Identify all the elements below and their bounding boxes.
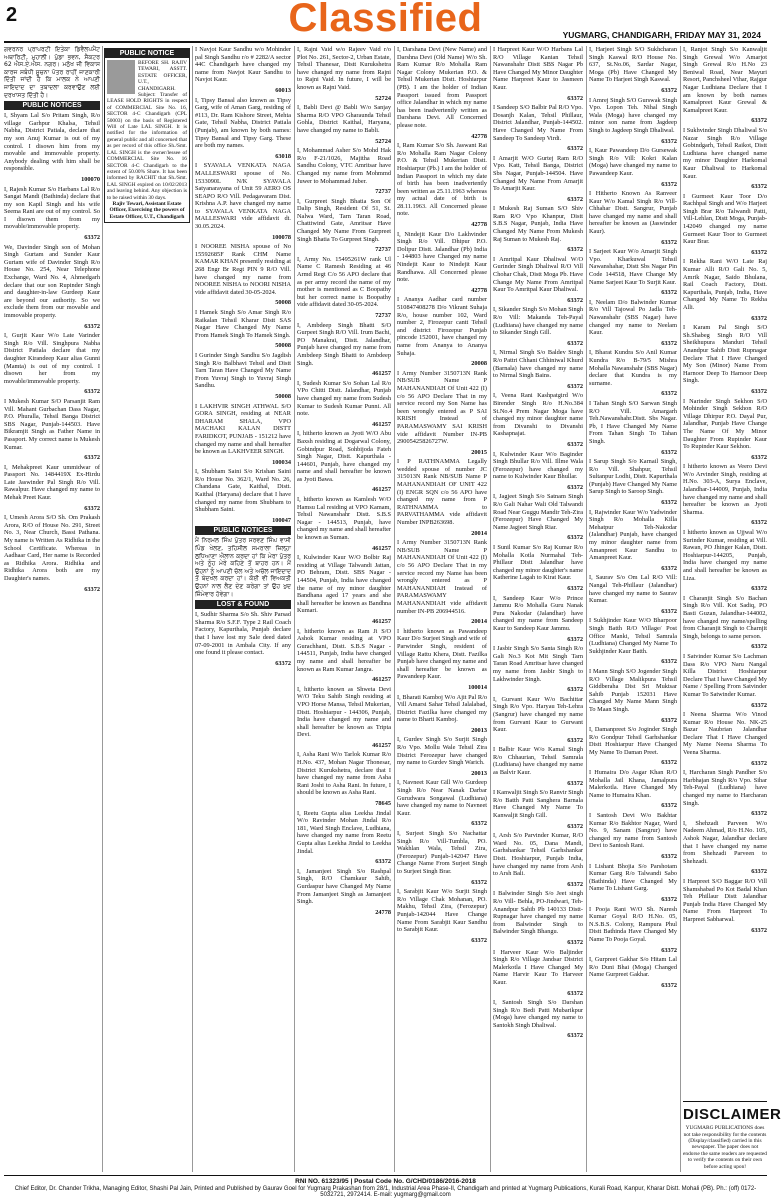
ad-number: 63372 (471, 936, 487, 944)
column-divider (586, 46, 587, 1172)
classified-ad-text: I, Sikander Singh S/o Mohan Singh R/o Vill: Makanda Teh-Payal (Ludhiana) have changed my name to Sikander Singh Gill. (493, 306, 583, 337)
ad-number: 50008 (275, 342, 291, 350)
classified-ad-text: I, Surjeet Singh S/o Nachattar Singh R/o Vill-Tumbla, PO. Wakhlan Wala, Tehsil Zira, (Ferozepur) Punjab-142047 Have Change Name From Surjeet Singh to Surjeet Singh Brar. (397, 830, 487, 875)
classified-ad-text: I, hitherto known as Kamlesh W/O Hamsu Lal residing at VPO Kamam, Tehsil Nawanshahr Distt. S.B.S Nagar - 144513, Punjab, have changed my name and shall hereafter be known as Suman. (297, 496, 391, 542)
ad-number: 78645 (375, 800, 391, 808)
classified-ad-text: I Mukesh Raj Suman S/O Shiv Ram R/O Vpo Khanpur, Distt S.B.S Nagar, Punjab, India Have Changed My Name From Mukesh Raj Suman to Mukesh Raj. (493, 205, 583, 243)
classified-ad-text: I Ananya Aadhar card number 510847408278 D/o Vikrant Suhaja R/o, house number 102, Ward number 2, Firozepur cantt Tehsil and district Firozepur Punjab pincode 152001, have changed my name from Ananya to Ananya Suhaja. (397, 296, 487, 357)
column-3 (297, 46, 391, 1172)
ad-number: 52724 (375, 137, 391, 145)
classified-ad-text: I Balbir Kaur W/o Kamal Singh R/o Chhaurian, Tehsil Samrala (Ludhiana) have changed my name as Balvir Kaur. (493, 746, 583, 777)
classified-ad-text: I Amarjit W/O Gurtej Ram R/O Vpo. Katt, Tehsil Banga, District Sbs Nagar, Punjab-144504. Have Changed My Name From Amarjit To Amarjit Kaur. (493, 154, 583, 193)
classified-ad-text: I, Gurpreet Gakhar S/o Hitam Lal R/o Duni Bhai (Moga) Changed Name Gurpreet Gakhar. (589, 956, 677, 979)
classified-ad-text: I hitherto known as Veero Devi W/o Arvinder Singh, residing at H.No. 303-A, Surya Enclave, Jalandhar-144009, Punjab, India have changed my name and shall hereafter be known as Jyoti Sharma. (683, 463, 767, 516)
classified-ad-text: I, Gurpreet Singh Bhatia Son Of Dalip Singh, Resident Of 51, St. Nalwa Ward, Tarn Taran Road, Chattiwind Gate, Amritsar Have Changed My Name From Gurpreet Singh Bhatia To Gurpreet Singh. (297, 197, 391, 243)
column-divider (490, 46, 491, 1172)
ad-number: 63372 (751, 387, 767, 395)
classified-ad-text: I Tahan Singh S/O Sarwan Singh R/O Vill. Amargarh Teh.Nawanshahr.Distt. Sbs Nagar. Pb, I Have Changed My Name From Tahan Singh To Tahan Singh. (589, 399, 677, 445)
ad-number: 461257 (372, 617, 391, 625)
classified-ad-text: I, Mehakpreet Kaur ummidwar of Passport No. 1484419X Ex-Hirdu Late Jaswinder Pal Singh R/o Vill. Rawalpur. Have changed my name to Mehak Preet Kaur. (4, 463, 100, 502)
ad-number: 63372 (567, 94, 583, 102)
column-4-ads (397, 46, 487, 944)
disclaimer-box (683, 1101, 781, 1170)
classified-ad-text: I, Gurjit Kaur W/o Late Varinder Singh R/o Vill. Singhpura Nabha District Patiala declare that my daughter Kirandeep Kaur alias Gunni (Mamta) is out of my control. I disown her from my movable/immovable property. (4, 332, 100, 385)
classified-ad-text: I, Sandeep Kaur W/o Prince Jammu R/o Mohalla Guru Nanak Pura Nakodar (Jalandhar) have changed my name from Sandeep Kaur to Sandeep Kaur Jammu. (493, 594, 583, 632)
ad-number: 100014 (468, 683, 487, 691)
classified-ad-text: I hitherto known as Ujjwal W/o Surinder Kumar, residing at Vill. Rawan, PO Jhinger Kalan, Distt. Hoshiarpur-144205, Punjab, India have changed my name and shall hereafter be known as Liza. (683, 529, 767, 582)
classified-ad-text: I, Darshana Devi (New Name) and Darshna Devi (Old Name) W/o Sh. Ram Kumar R/o Mohalla Ram Nagar Colony Mukerian P.O. & Tehsil Mukerian Distt. Hoshiarpur (PB). I am the holder of Indian Passport issued from Passport office Jalandhar in which my name has been inadvertently written as Darshana Devi. All Concerned please note. (397, 46, 487, 129)
classified-ad-text: I Sukhjinder Kaur W/O Bharpoor Singh Batth R/O Village/ Post Office Manki, Tehsil Samrala (Ludhiana) Changed My Name To Sukhjinder Kaur Batth. (589, 617, 677, 655)
classified-ad-text: I Rekha Rani W/O Late Raj Kumar Alli R/O Gali No. 5, Amrik Nagar, Saido Bhulana, Rail Coach Factory, Distt. Kapurthala, Punjab, India, Have Changed My Name To Rekha Alli. (683, 258, 767, 311)
classified-ad-text: I, Shehzadi Parveen W/o Nadeem Ahmad, R/o H.No. 105, Ashok Nagar, Jalandhar declare that I have changed my name from Shehzadi Parveen to Shehzadi. (683, 819, 767, 865)
public-notices-heading-2: PUBLIC NOTICES (195, 526, 291, 535)
ad-number: 63372 (275, 659, 291, 667)
ad-number: 63372 (751, 453, 767, 461)
ad-number: 63372 (751, 643, 767, 651)
column-1 (4, 46, 100, 1172)
public-notice-signature: Rajiv Tewari, Assistant Estate Officer, Exercising the powers of Estate Officer, U.T., Chandigarh (109, 200, 185, 220)
ad-number: 63372 (567, 296, 583, 304)
public-notice-box (104, 48, 190, 223)
classified-ad-text: I Santosh Devi W/o Bakhtar Kumar R/o Bakhtor Nagar, Ward No. 9, Sanam (Sangrur) have changed my name from Santosh Devi to Santosh Rani. (589, 812, 677, 850)
ad-number: 63372 (661, 895, 677, 903)
ad-number: 52724 (375, 94, 391, 102)
punjabi-notice-2: ਮੈਂ ਨਿਰਮਲ ਸਿੰਘ ਪੁੱਤਰ ਸਰਵਣ ਸਿੰਘ ਵਾਸੀ ਪਿੰਡ ਖੇਲਣ, ਤਹਿਸੀਲ ਸਮਰਾਲਾ ਜ਼ਿਲ੍ਹਾ ਲੁਧਿਆਣਾ ਐਲਾਨ ਕਰਦਾ ਹਾਂ ਕਿ ਮੇਰਾ ਪੁੱਤਰ ਅਤੇ ਨੂੰਹ ਮੇਰੇ ਕਹਿਣੇ ਤੋਂ ਬਾਹਰ ਹਨ। ਮੈਂ ਉਹਨਾਂ ਨੂੰ ਆਪਣੀ ਚੱਲ ਅਤੇ ਅਚੱਲ ਜਾਇਦਾਦ ਤੋਂ ਬੇਦਖਲ ਕਰਦਾ ਹਾਂ। ਕੋਈ ਵੀ ਵਿਅਕਤੀ ਉਹਨਾਂ ਨਾਲ ਲੈਣ ਦੇਣ ਕਰੇਗਾ ਤਾਂ ਉਹ ਖੁਦ ਜ਼ਿੰਮੇਵਾਰ ਹੋਵੇਗਾ। (195, 537, 291, 598)
classified-ad-text: I, Ambdeep Singh Bhatti S/O Gurpeet Singh R/O Vill. Irum Bachi, PO Manakrai, Distt. Jalandhar, Punjab have changed my name from Ambdeep Singh Bhatti to Ambdeep Singh. (297, 321, 391, 367)
classified-ad-text: I Balwinder Singh S/o Jeet singh R/o Vill- Behla, PO-Jindwari, Teh- Anandpur Sahib Pb 140133 Distt- Rupnagar have changed my name from Balwinder Singh to Balwinder Singh Bhangu. (493, 890, 583, 936)
classified-ad-text: I Hitherto Known As Ranveer Kaur W/o Kamal Singh R/o Vill-Chhahar Distt. Sangrur, Punjab have changed my name and shall hereafter be known as (Jaswinder Kaur). (589, 190, 677, 236)
ad-number: 63372 (84, 322, 100, 330)
classified-ad-text: I Humaira D/o Asgar Khan R/O Mohalla Jail Khana, Jamalpura Malerkotla. Have Changed My Name to Humaira Khan. (589, 769, 677, 799)
classified-ad-text: I Sarjeet Kaur W/o Amarjit Singh Vpo. Kharkuwal Tehsil Nawanshahar, Distt Sbs Nagar Pin Code 144518, Have Change My Name Sarjeet Kaur To Surjit Kaur. (589, 248, 677, 286)
ad-number: 60013 (275, 86, 291, 94)
classified-ad-text: I, Gurvant Kaur W/o Bachittar Singh R/o Vpo. Haryau Teh-Lehra (Sangrur) have changed my name from Gurvant Kaur to Gurwant Kaur. (493, 695, 583, 734)
column-3-ads (297, 46, 391, 916)
classified-ad-text: I Satvinder Kumar S/o Lachman Dass R/o VPO Naru Nangal Killa District Hoshiarpur Declare That I have Changed My Name / Spelling From Satvinder Kumar To Satwinder Kumar. (683, 652, 767, 698)
ad-number: 63372 (661, 238, 677, 246)
ad-number: 63372 (84, 454, 100, 462)
classified-ad-text: I, Rajni Vaid w/o Rajeev Vaid r/o Plot No. 261, Sector-2, Urban Estate, Tehsil Thanesar, Distt Kurukshetra have changed my name from Rajni to Rajni Vaid. In future, I will be known as Rajni Vaid. (297, 46, 391, 91)
punjabi-notice: ਗਵਰਨਰ ਪ੍ਰਾਪਰਟੀ ਇਤੇਕਾ ਡਿਵੈਲਪਮੈਂਟ ਅਥਾਰਿਟੀ, ਮੁਹਾਲੀ। ਪੁੱਡਾ ਭਵਨ, ਸੈਕਟਰ 62 ਐਸ.ਏ.ਐਸ. ਨਗਰ। ਮਨੁੱਖ ਜੀ ਵਿਕਾਸ ਕਾਰਜ ਸਬੰਧੀ ਸੂਚਨਾ ਪੱਤਰ ਰਾਹੀਂ ਜਾਣਕਾਰੀ ਦਿੱਤੀ ਜਾਂਦੀ ਹੈ ਕਿ ਮਾਲਕ ਨੇ ਆਪਣੀ ਜਾਇਦਾਦ ਦਾ ਤਬਾਦਲਾ ਕਰਵਾਉਣ ਲਈ ਦਰਖਾਸਤ ਦਿੱਤੀ ਹੈ। (4, 46, 100, 99)
disclaimer-text: YUGMARG PUBLICATIONS does not take responsibility for the contents (Display/classified) carried in this newspaper. The paper does not endorse the same readers are requested to verify the contents on their own before acting upon! (683, 1125, 767, 1170)
ad-number: 50008 (275, 392, 291, 400)
column-7 (683, 46, 781, 1172)
classified-ad-text: I, Shubham Saini S/o Krishan Saini R/o House No. 362/1, Ward No. 26, Chandana Gate, Kaithal, Distt. Kaithal (Haryana) declare that I have changed my name from Shubham to Shubham Saini. (195, 468, 291, 514)
public-notice-heading: PUBLIC NOTICE (105, 49, 189, 58)
classified-ad-text: I, Reetu Gupta alias Leekha Jindal W/o Ravinder Mohan Jindal R/o 181, Ward Singh Enclave, Ludhiana, have changed my name from Reetu Gupta alias Leekha Jindal to Leekha Jindal. (297, 809, 391, 855)
classified-ad-text: I hitherto known as Pawandeep Kaur D/o Surjeet Singh and wife of Parwinder Singh, resident of Village Rattu Khera, Distt. Fazilka Punjab have changed my name and shall hereafter be known as Pawandeep Kaur. (397, 627, 487, 681)
column-divider (102, 46, 103, 1172)
ad-number: 63372 (84, 504, 100, 512)
ad-number: 63372 (567, 686, 583, 694)
lost-found-text: I, Sudhir Sharma S/o Sh. Shiv Parsad Sharma R/o S.F.F. Type 2 Rail Coach Factory, Kapurthala, Punjab declare that I have lost my Sale deed dated 07-09-2001 in Ambala City. If any one found it please contact. (195, 611, 291, 657)
column-5 (493, 46, 583, 1172)
classified-ad-text: I, Sarabjit Kaur W/o Surjit Singh R/o Village Chak Mohanan, PO. Makhu, Tehsil Zira, (Ferozepur) Punjab-142044 Have Change Name From Sarabjit Kaur Sandhu to Sarabjit Kaur. (397, 888, 487, 934)
ad-number: 20014 (471, 529, 487, 537)
classified-ad-text: I Amrej Singh S/O Gurswak Singh Vpo. Lopon Teh. Nihal Singh Wala (Moga) have changed my minor son name from Jagdeep Singh to Jagdeep Singh Dhaliwal. (589, 96, 677, 134)
classified-ad-text: I Pooja Rani W/O Sh. Naresh Kumar Goyal R/O H.No. 05, N.S.B.S. Colony, Rampura Phul Distt Bathinda Have Changed My Name To Pooja Goyal. (589, 905, 677, 943)
ad-number: 63372 (567, 145, 583, 153)
edition-line: YUGMARG, CHANDIGARH, FRIDAY MAY 31, 2024 (562, 30, 761, 40)
classified-ad-text: I, hitherto known as Shweta Devi W/O Teku Sahib Singh residing at VPO Horse Mansa, Tehsil Mukerian, Distt. Hoshiarpur - 144306, Punjab, India have changed my name and shall hereafter be known as Tripta Devi. (297, 685, 391, 739)
ad-number: 63372 (661, 564, 677, 572)
classified-ad-text: I, Kulwinder Kaur W/o Baginder Singh Bhullar R/o Vill. Illme Wala (Ferozepur) have changed my name to Kulwinder Kaur Bhullar. (493, 450, 583, 481)
ad-number: 50008 (275, 299, 291, 307)
classified-ad-text: I Sandeep S/O Balbir Pal R/O Vpo. Dosanjh Kalan, Tehsil Phillaur, District Jalandhar, Punjab-144502. Have Changed My Name From Sandeep To Sandeep Virdi. (493, 104, 583, 142)
ad-number: 63372 (567, 339, 583, 347)
classified-ad-text: I Harveer Kaur W/o Baljinder Singh R/o Village Jandsar District Malerkotla I Have Changed My Name Harvir Kaur To Harveer Kaur. (493, 948, 583, 986)
classified-ad-text: I, Jagjeet Singh S/o Satnam Singh R/o Gali Nahar Wali Old Talwandi Road Near Guggu Mandir Teh-Zira (Ferozepur) Have Changed My Name Jagjeet Singh Riar. (493, 493, 583, 531)
classified-ad-text: I Lishant Bhojia S/o Parshotam Kumar Garg R/o Talwandi Sabo (Bathinda) Have Changed My Name To Lishant Garg. (589, 862, 677, 893)
classified-ad-text: I, Rajwinder Kaur W/o Yadwinder Singh R/o Mohalla Killa Mehatpur Teh-Nakodar (Jalandhar) Punjab, have changed my minor daughter name from Amanpreet Kaur Sandhu to Amanpreet Kaur. (589, 508, 677, 562)
ad-number: 63372 (84, 388, 100, 396)
classified-ad-text: I, Babli Devi @ Babli W/o Sanjay Sharma R/O VPO Gharaunda Tehsil Gohla, District Kaithal, Haryana, have changed my name to Babli. (297, 104, 391, 134)
ad-number: 63372 (567, 635, 583, 643)
ad-number: 461257 (372, 741, 391, 749)
public-notice-box-column (104, 46, 190, 1172)
ad-number: 63372 (661, 137, 677, 145)
ad-number: 42778 (471, 132, 487, 140)
ad-number: 42778 (471, 286, 487, 294)
ad-number: 63372 (471, 820, 487, 828)
classified-ad-text: I Army Number 3150713N Rank NB/SUB Name P MAHANANDIAH Of Unit 422 (I) c/o 56 APO Declare That in my service record my Son Name has been wrongly entered as P SAI KRISH Instead of PARAMASWAMY SAI KRISH vide affidavit Number IN-PB 29005425826727W. (397, 369, 487, 446)
ad-number: 63372 (567, 989, 583, 997)
classified-ad-text: I, Bharat Kundra S/o Anil Kumar Kundra R/o B-79/5 Mishra Mohalla Nawanshahr (SBS Nagar) declare that Kundra is my surname. (589, 349, 677, 387)
ad-number: 63372 (751, 701, 767, 709)
credits-line: Chief Editor, Dr. Chander Trikha, Managing Editor, Shashi Pal Jain, Printed and Published by Gaurav Goel for Yugmarg Prakashan from 28/1, Industrial Area Phase-II, Chandigarh and printed at Yugmarg Publications, Kurali Road, Kanpur, Kharar Distt. Mohali (PB). Ph.: (off) 0172-5032721, 2972414. E-mail: yugmarg@gmail.com (14, 1186, 757, 1198)
ad-number: 20013 (471, 726, 487, 734)
classified-ad-text: I Hamek Singh S/o Amar Singh R/o Raikalan Tehsil Kharar Distt SAS Nagar Have Changed My Name From Hamek Singh To Hamek Singh. (195, 309, 291, 339)
column-divider (680, 46, 681, 1172)
masthead-title: Classified (288, 0, 483, 40)
ad-number: 20008 (471, 360, 487, 368)
ad-number: 63372 (661, 339, 677, 347)
classified-ad-text: I Sunil Kumar S/o Raj Kumar R/o Mohalla Kotla Nurmahal Teh-Phillaur Distt Jalandhar have changed my minor daughter's name Katherine Lagah to Kirat Kaur. (493, 544, 583, 582)
ad-number: 63018 (275, 152, 291, 160)
classified-ad-text: I Narinder Singh Sekhon S/O Mohinder Singh Sekhon R/O Village Dhirpur P.O. Dayal Pur, Jalandhar, Punjab Have Change The Name Of My Minor Daughter From Rupinder Kaur To Rupinder Kaur Sekhon. (683, 397, 767, 451)
ad-number: 63372 (567, 246, 583, 254)
ad-number: 63372 (751, 926, 767, 934)
classified-ad-text: I Kanwaljit Singh S/o Ranvir Singh R/o Batth Patti Sanghera Barnala Have Changed My Name To Kanwaljit Singh Gill. (493, 789, 583, 820)
ad-number: 63372 (567, 440, 583, 448)
ad-number: 63372 (661, 716, 677, 724)
classified-ad-text: I, Sudesh Kumar S/o Sohan Lal R/o VPo Chitti Distt. Jalandhar, Punjab have changed my name from Sudesh Kumar to Sudesh Kumar Punni. All note. (297, 379, 391, 418)
ad-number: 63372 (567, 880, 583, 888)
ad-number: 100034 (272, 458, 291, 466)
ad-number: 63372 (751, 868, 767, 876)
ad-number: 63372 (661, 658, 677, 666)
classified-ad-text: I, Neelam D/o Balwinder Kumar R/o Vill Tajowal Po Jadla Teh-Nawanshahr (SBS Nagar) have changed my name to Neelam Kaur. (589, 298, 677, 337)
classified-ad-text: I Mukesh Kumar S/O Parsanjit Ram Vill. Mahant Gurbachan Dass Nagar, P.O. Phuralla, Tehsil Banga District SBS Nagar, Punjab-144503. Have Bikramjit Singh as Father Name in Passport. My correct name is Mukesh Kumar. (4, 397, 100, 451)
ad-number: 63372 (661, 607, 677, 615)
classified-ad-text: I P RATHNAMMA Legally wedded spouse of number JC 315013N Rank NB/SUB Name P MAHANANDIAH OF UNIT 422 (I) ENGR SQN c/o 56 APO have changed my name from P RATHNAMMA to PARVATHAMMA vide affidavit Number INPB263698. (397, 458, 487, 527)
ad-number: 63372 (567, 938, 583, 946)
ad-number: 63372 (84, 234, 100, 242)
ad-number: 100070 (81, 175, 100, 183)
classified-ad-text: I Amritpal Kaur Dhaliwal W/O Gurinder Singh Dhaliwal R/O Vill Chohar Chak, Distt Moga Pb. Have Change My Name From Amritpal Kaur To Amritpal Kaur Dhaliwal. (493, 255, 583, 294)
classified-ad-text: I, Kaur Pawandeep D/o Gursewak Singh R/o Vill: Kokri Kalan (Moga) have changed my name to Pawandeep Kaur. (589, 147, 677, 177)
disclaimer-title: DISCLAIMER (683, 1106, 781, 1124)
ad-number: 63372 (751, 519, 767, 527)
ad-number: 63372 (751, 183, 767, 191)
lost-found-heading: LOST & FOUND (195, 600, 291, 609)
ad-number: 461257 (372, 420, 391, 428)
masthead-rule (4, 41, 767, 43)
classified-ad-text: I, Harcharan Singh Pandher S/o Harbhajan Singh R/o Vpo. Sihar Teh-Payal (Ludhiana) have changed my name to Harcharan Singh. (683, 769, 767, 807)
classified-ad-text: I, Santosh Singh S/o Darshan Singh R/o Bedi Patti Mubarikpur (Moga) have changed my name to Santokh Singh Dhaliwal. (493, 999, 583, 1029)
classified-ad-text: I, Gurdev Singh S/o Surjit Singh R/o Vpo. Mollu Wale Tehsil Zira District Ferozepur have changed my name to Gurdev Singh Warich. (397, 736, 487, 767)
rni-line: RNI NO. 61323/95 | Postal Code No. G/CHD/0186/2016-2018 (295, 1178, 476, 1185)
ad-number: 63372 (471, 878, 487, 886)
ad-number: 63372 (567, 585, 583, 592)
classified-ad-text: I, Jamanjeet Singh S/o Rashpal Singh, R/O Chamkaur Sahib, Gurdaspur have Changed My Name From Jamanjeet Singh as Jamanjeet Singh. (297, 867, 391, 906)
ad-number: 100047 (272, 516, 291, 524)
ad-number: 63372 (661, 946, 677, 954)
ad-number: 63372 (751, 810, 767, 818)
ad-number: 63372 (84, 585, 100, 593)
classified-ad-text: I LAKHVIR SINGH ATHWAL S/O GORA SINGH, residing at NEAR DHARAM SHALA, VPO MACHAKI KALAN DISTT FARIDKOT, PUNJAB - 151212 have changed my name and shall hereafter be known as LAKHVEER SINGH. (195, 402, 291, 456)
classified-ad-text: I SYAVALA VENKATA NAGA MALLESWARI spouse of No. 1533090L N/K SYAVALA Satyanarayana of Unit 59 AERO OS SEAPO R/O Vill. Pedagavaram Dist. Krishna A.P. have changed my name to SYAVALA VENKATA NAGA MALLESWARI vide affidavit dt. 30.05.2024. (195, 162, 291, 231)
classified-ad-text: We, Davinder Singh son of Mohan Singh Gurtam and Sunder Kaur Gurtam wife of Davinder Singh R/o House No. 254, Near Telephone Exchange, Ward No. 4, Ahmedgarh declare that our son Rupinder Singh and daughter-in-law Gurdeep Kaur are beyond our authority. So we exclude them from our movable and immovable property. (4, 243, 100, 319)
ad-number: 24778 (375, 908, 391, 916)
classified-ad-text: I Charanjit Singh S/o Bachan Singh R/o Vill. Kot Sadiq, PO Basti Guzan, Jalandhar-144002, have changed my name/spelling from Charanjit Singh to Charnjit Singh, belongs to same person. (683, 594, 767, 640)
column-6 (589, 46, 677, 1172)
classified-ad-text: I, Ranjot Singh S/o Kanwaljit Singh Grewal W/o Amarjot Singh Grewal R/o H.No 23 Beniwal Road, Near Mayuri Resort, Panchsheel Vihar, Rajgur Nagar Ludhiana Declare that I am known by both names Kamalpreet Kaur Grewal & Kamalpreet Kaur. (683, 46, 767, 114)
classified-ad-text: I Harpreet Kaur W/O Harbans Lal R/O Village Kanian Tehsil Nawanshahr Distt SBS Nagar Pb Have Changed My Minor Daughter Name Harpreet Kaur to Jasmeen Kaur. (493, 46, 583, 91)
ad-number: 63372 (567, 779, 583, 787)
ad-number: 63372 (661, 86, 677, 94)
page-number: 2 (6, 4, 18, 26)
ad-number: 72737 (375, 188, 391, 196)
classified-ad-text: I Neena Sharma W/o Vinod Kumar R/o House No. NK-25 Bazar Naubrian Jalandhar Declare That I Have Changed My Name Neena Sharma To Veena Sharma. (683, 711, 767, 757)
classified-ad-text: I, Saurav S/o Om Lal R/O Vill: Nangal Teh-Phillaur (Jalandhar) have changed my name to Saurav Kumar. (589, 574, 677, 605)
ad-number: 63372 (751, 248, 767, 256)
classified-ad-text: I, Mohammad Asher S/o Mohd Hak R/o F-21/1026, Majitha Road Sandhu Colony, VTC Amritsar have Changed my name from Mohmmd Juwer to Mohammad Juber. (297, 147, 391, 185)
classified-ad-text: I, Army No. 15495261W rank Ul Name C Ramesh Residing at 46 Armd Regt C/o 56 APO declare that as per army record the name of my mother is mentioned as C Boopathy but her correct name is Boopathy vide affidavit dated 30-05-2024. (297, 255, 391, 309)
ad-number: 63372 (661, 853, 677, 860)
classified-ad-text: I, hitherto known as Ram Ji S/O Ashok Kumar residing at VPO Gurachhani, Distt. S.B.S Nagar - 144511, Punjab, India have changed my name and shall hereafter be known as Ram Kumar Jangra. (297, 627, 391, 673)
column-divider (294, 46, 295, 1172)
classified-ad-text: I Sarup Singh S/o Karnail Singh, R/o Vill. Shahpur, Tehsil Sultanpur Lodhi, Distt. Kapurthala (Punjab) Have Changed My Name Sarup Singh to Saroop Singh. (589, 458, 677, 496)
column-2-ads (195, 46, 291, 524)
ad-number: 63372 (567, 1032, 583, 1040)
column-4 (397, 46, 487, 1172)
classified-ad-text: I Karam Pal Singh S/O Sh.Shabeg Singh R/O Vill Sheikhupura Manduri Tehsil Anandpur Sahib Distt Rupnagar Declare That I Have Changed My Son (Minor) Name From Harnoor Deep To Harnoor Deep Singh. (683, 324, 767, 385)
ad-number: 63372 (661, 448, 677, 456)
ad-number: 63372 (661, 499, 677, 507)
classified-ad-text: I, Rajesh Kumar S/o Harbans Lal R/o Sangat Mandi (Bathinda) declare that my son Kapil Singh and his wife Seema Rani are out of my control. So I disown them from my movable/immovable property. (4, 185, 100, 231)
column-divider (192, 46, 193, 1172)
column-7-ads (683, 46, 767, 934)
classified-ad-text: I, Veena Rani Kashpatgird W/o Birender Singh R/o H.No.384 St.No.4 Prem Nagar Moga have changed my minor daughter name from Divanshi to Divanshi Kashapnajat. (493, 392, 583, 438)
ad-number: 63372 (661, 180, 677, 188)
classified-ad-text: I Navjot Kaur Sandhu w/o Mohinder pal Singh Sandhu r/o # 2282/A sector 44C Chandigarh have changed my name from Navjot Kaur Sandhu to Navjot Kaur. (195, 46, 291, 84)
classified-ad-text: I, Umesh Arora S/O Sh. Om Prakash Arora, R/O of House No. 291, Street No. 3, Near Church, Bassi Pathana. My name is Written As Ridhika in the School Certificate. Whereas in Aadhaar Card, Her name is Recorded as Ridhika Arora. Ridhika and Ridhika Arora both are my Daughter's names. (4, 514, 100, 582)
classified-ad-text: I, Kulwinder Kaur W/O Bolbir Raj residing at Village Talwandi Jattan, PO Behram, Distt. SBS Nagar - 144504, Punjab, India have changed the name of my minor daughter Bandhana aged 17 years and she shall hereafter be known as Bandhna Kumari. (297, 554, 391, 615)
classified-ad-text: I Army Number 3150713N Rank NB/SUB Name P MAHANANDIAH Of Unit 422 (I) c/o 56 APO Declare That in my service record my Name has been wrongly entered as P MAHANANDIAH Instead of PARAMASWAMY MAHANANDIAH vide affidavit number IN-PB 206944516. (397, 539, 487, 615)
classified-ad-text: I, Nirmal Singh S/o Baldev Singh R/o Pattri Chhani Chhiniwal Khurd (Barnala) have changed my name to Nirmal Singh Bains. (493, 349, 583, 380)
classified-ad-text: I, Asha Rani W/o Tarlok Kumar R/o H.No. 437, Mohan Nagar Thonesar, District Kurukshetra, declare that I have changed my name from Asha Rani Joshi to Asha Rani. In future, I should be known as Asha Rani. (297, 751, 391, 797)
classified-ad-text: I Gurinder Singh Sandhu S/o Jagdish Singh R/o Balbhavi Tehsil and Distt Tarn Taran Have Changed My Name From Yuvraj Singh to Yuvraj Singh Sandhu. (195, 351, 291, 390)
ad-number: 63372 (751, 759, 767, 767)
notice-photo (107, 60, 135, 94)
ad-number: 63372 (661, 802, 677, 810)
ad-number: 461257 (372, 676, 391, 684)
ad-number: 42778 (471, 221, 487, 229)
column-5-ads (493, 46, 583, 1040)
column-6-ads (589, 46, 677, 990)
classified-ad-text: I, Nindejit Kaur D/o Lakhvinder Singh R/o Vill. Dhipur P.O. Dolipur Distt. Jalandhar (Pb) India - 144803 have Changed my name Nindejit Kaur to Nindejit Kaur Randhawa. All Concerned please note. (397, 230, 487, 284)
ad-number: 63372 (751, 117, 767, 125)
ad-number: 63372 (375, 858, 391, 866)
classified-ad-text: I NOOREE NISHA spouse of No 15592685F Rank CHM Name KAMAR KHAN presently residing at 268 Engr Br Regt PIN 9 R/O Vill. have changed my name from NOOREE NISHA to NOORI NISHA vide affidavit dated 30-05-2024. (195, 243, 291, 296)
ad-number: 63372 (567, 736, 583, 744)
ad-number: 63372 (567, 382, 583, 390)
public-notice-text: BEFORE SH. RAJIV TEWARI, ASSTT. ESTATE OFFICER, U.T., CHANDIGARH. Subject: Transfer of LEASE HOLD RIGHTS in respect of COMMERCIAL Site No. 16, SECTOR 4-C Chandigarh (CPL 50003) on the basis of Registered Will of Late LAL SINGH. It is notified for the information of general public and all concerned that as per record of this office Sh./Smt. LAL SINGH is the owner/lessee of COMMERCIAL Site No. 16 SECTOR 4-C Chandigarh to the extent of 50.00% Share. It has been informed by RACHIT that Sh./Smt. LAL SINGH expired on 10/02/2013 and leaving behind. Any objection is to be raised within 30 days. (107, 60, 187, 201)
classified-ad-text: I Gurmeet Kaur Toor D/o Rachhpal Singh and W/o Harjeet Singh Brar R/o Talwandi Patti, Vill-Lehlan, Distt Moga, Punjab-142049 changed my name Gurmeet Kaur Toor to Gurmeet Kaur Brar. (683, 192, 767, 246)
ad-number: 461257 (372, 544, 391, 552)
ad-number: 63372 (661, 759, 677, 767)
ad-number: 63372 (661, 981, 677, 989)
classified-ad-text: I, Shyam Lal S/o Pritam Singh, R/o village Garhpur Khalsa, Tehsil Nabha, District Patiala, declare that my son Anuj Kumar is out of my control. I disown him from my movable and immovable property. Anybody dealing with him shall be responsible. (4, 112, 100, 173)
ad-number: 100078 (272, 233, 291, 241)
classified-ad-text: I, Bharati Kamboj W/o Ajit Pal R/o Vill Amarsi Sahar Tehsil Jalalabad, District Fazilka have changed my name to Bharti Kamboj. (397, 693, 487, 724)
ad-number: 20013 (471, 769, 487, 777)
ad-number: 63372 (567, 534, 583, 542)
classified-ad-text: I, Ram Kumar S/o Sh. Jaswant Rai R/o Mohalla Ram Nagar Colony P.O. & Tehsil Mukerian Distt. Hoshiarpur (Pb.) I am the holder of Indian Passport in which my date of birth has been inadvertently been written as 25.11.1963 whereas my actual date of birth is 28.11.1963. All Concerned please note. (397, 142, 487, 218)
classified-ad-text: I, Harjeet Singh S/O Sukhcharan Singh Kaswal R/O House No. 637, St.No.06, Sardar Nagar, Moga (Pb) Have Changed My Name To Harjeet Singh Kaswal. (589, 46, 677, 84)
ad-number: 72737 (375, 312, 391, 319)
ad-number: 461257 (372, 370, 391, 378)
classified-ad-text: I, Damanpreet S/o Joginder Singh R/o Gondpur Tehsil Garhshankar Distt Hoshiarpur Have Changed My Name To Daman Preet. (589, 726, 677, 756)
ad-number: 20015 (471, 448, 487, 456)
footer (4, 1175, 767, 1198)
classified-ad-text: I, Navneet Kaur Gill W/o Gurdeep Singh R/o Near Nanak Darbar Gurudwara Songawal (Ludhiana) have changed my name to Navneet Kaur. (397, 779, 487, 817)
ad-number: 72737 (375, 246, 391, 254)
ad-number: 63372 (751, 585, 767, 593)
classified-ad-text: I Mann Singh S/O Jogender Singh R/O Village Malikpura Tehsil Giddberaha Dist Sri Muktsar Sahib Punjab 152031 Have Changed My Name Mann Singh To Maan Singh. (589, 667, 677, 713)
column-2 (195, 46, 291, 1172)
classified-ad-text: I, Arsh S/o Parvinder Kumar, R/O Ward No. 05, Dana Mandi, Garhshankar Tehsil Garhshankar Distt. Hoshiarpur, Punjab India, have changed my name from Arsh to Arsh Bali. (493, 832, 583, 878)
ad-number: 63372 (567, 483, 583, 491)
ad-number: 20014 (471, 618, 487, 626)
ad-number: 63372 (661, 390, 677, 398)
ad-number: 63372 (661, 289, 677, 297)
classified-ad-text: I, Tipsy Bansal also known as Tipsy Garg, wife of Aman Garg, residing of #113, Dr. Ram Kishore Street, Mehta Gate, Tehsil Nabha, District Patiala (Punjab), am known by both names: Tipsy Bansal and Tipsy Garg. These are both my names. (195, 96, 291, 150)
classified-ad-text: I Sukhvinder Singh Dhaliwal S/o Nazar Singh R/o Village Gobindgarh, Tehsil Raikot, Distt Ludhiana have changed name my minor Daughter Harkomal Kaur Dhaliwal to Harkomal Kaur. (683, 126, 767, 180)
ad-number: 63372 (567, 822, 583, 830)
classified-ad-text: I Jasbir Singh S/o Santa Singh R/o Gali No.3 Kot Mit Singh Tarn Taran Road Amritsar have changed my name from Jasbir Singh to Lakhwinder Singh. (493, 645, 583, 683)
column-1-ads (4, 112, 100, 593)
ad-number: 63372 (567, 195, 583, 203)
ad-number: 63372 (751, 314, 767, 322)
classified-ad-text: I, hitherto known as Jyoti W/O Abu Baxsh residing at Dogarwal Colony, Gobindpur Road, Sohbijoda Fateh Singh Nagar, Distt. Kapurthala - 144601, Punjab, have changed my name and shall hereafter be known as Jyoti Bawa. (297, 430, 391, 483)
classified-ad-text: I Harpreet S/O Baggar R/O Vill Shamshabad Po Kot Badal Khan Teh Phillaur Distt Jalandhar Punjab India Have Changed My Name From Harpreet To Harpreet Sabharwal. (683, 877, 767, 923)
column-divider (394, 46, 395, 1172)
public-notices-heading: PUBLIC NOTICES (4, 101, 100, 110)
ad-number: 461257 (372, 486, 391, 494)
